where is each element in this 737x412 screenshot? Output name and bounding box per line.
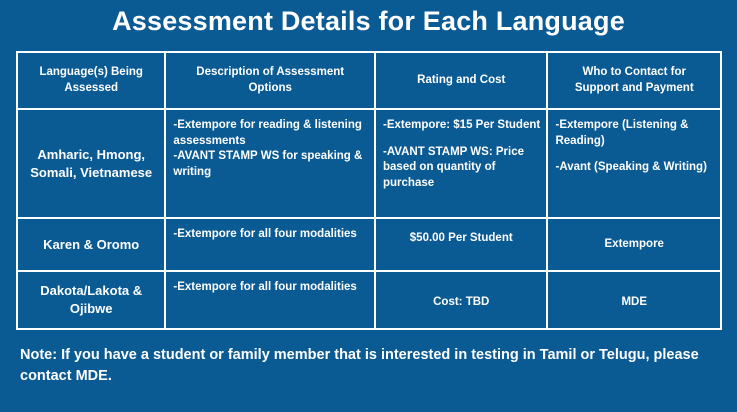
contact-cell	[547, 218, 721, 271]
description-line: -Extempore for all four modalities	[173, 281, 357, 293]
header-rating: Rating and Cost	[375, 52, 547, 109]
header-language: Language(s) Being Assessed	[17, 52, 165, 109]
table-row	[17, 109, 721, 218]
description-line: -Extempore for all four modalities	[173, 228, 357, 240]
rating-line: Cost: TBD	[433, 296, 490, 309]
language-cell: Karen & Oromo	[17, 218, 165, 271]
description-cell	[165, 271, 375, 329]
rating-cell	[375, 109, 547, 218]
assessment-table	[16, 51, 722, 330]
language-cell: Dakota/Lakota & Ojibwe	[17, 271, 165, 329]
page-title: Assessment Details for Each Language	[112, 6, 625, 36]
description-cell	[165, 218, 375, 271]
contact-cell	[547, 109, 721, 218]
description-cell	[165, 109, 375, 218]
rating-cell	[375, 218, 547, 271]
table-row	[17, 271, 721, 329]
table-header-row	[17, 52, 721, 109]
rating-line: $50.00 Per Student	[409, 232, 513, 244]
description-line: -AVANT STAMP WS for speaking & writing	[173, 150, 363, 178]
contact-cell	[547, 271, 721, 329]
contact-line: -Avant (Speaking & Writing)	[555, 161, 707, 174]
description-line: -Extempore for reading & listening assessments	[173, 119, 362, 147]
contact-line: MDE	[621, 296, 648, 309]
contact-line: Extempore	[604, 237, 664, 250]
header-contact: Who to Contact for Support and Payment	[547, 52, 721, 109]
table-row	[17, 218, 721, 271]
language-cell: Amharic, Hmong, Somali, Vietnamese	[17, 109, 165, 218]
contact-line: -Extempore (Listening & Reading)	[555, 119, 689, 147]
footer-note: Note: If you have a student or family member that is interested in testing in Tamil or Telugu, please contact MDE.	[20, 347, 699, 385]
header-description: Description of Assessment Options	[165, 52, 375, 109]
rating-line: -Extempore: $15 Per Student	[383, 119, 541, 131]
rating-cell	[375, 271, 547, 329]
rating-line: -AVANT STAMP WS: Price based on quantity of purchase	[383, 145, 524, 189]
